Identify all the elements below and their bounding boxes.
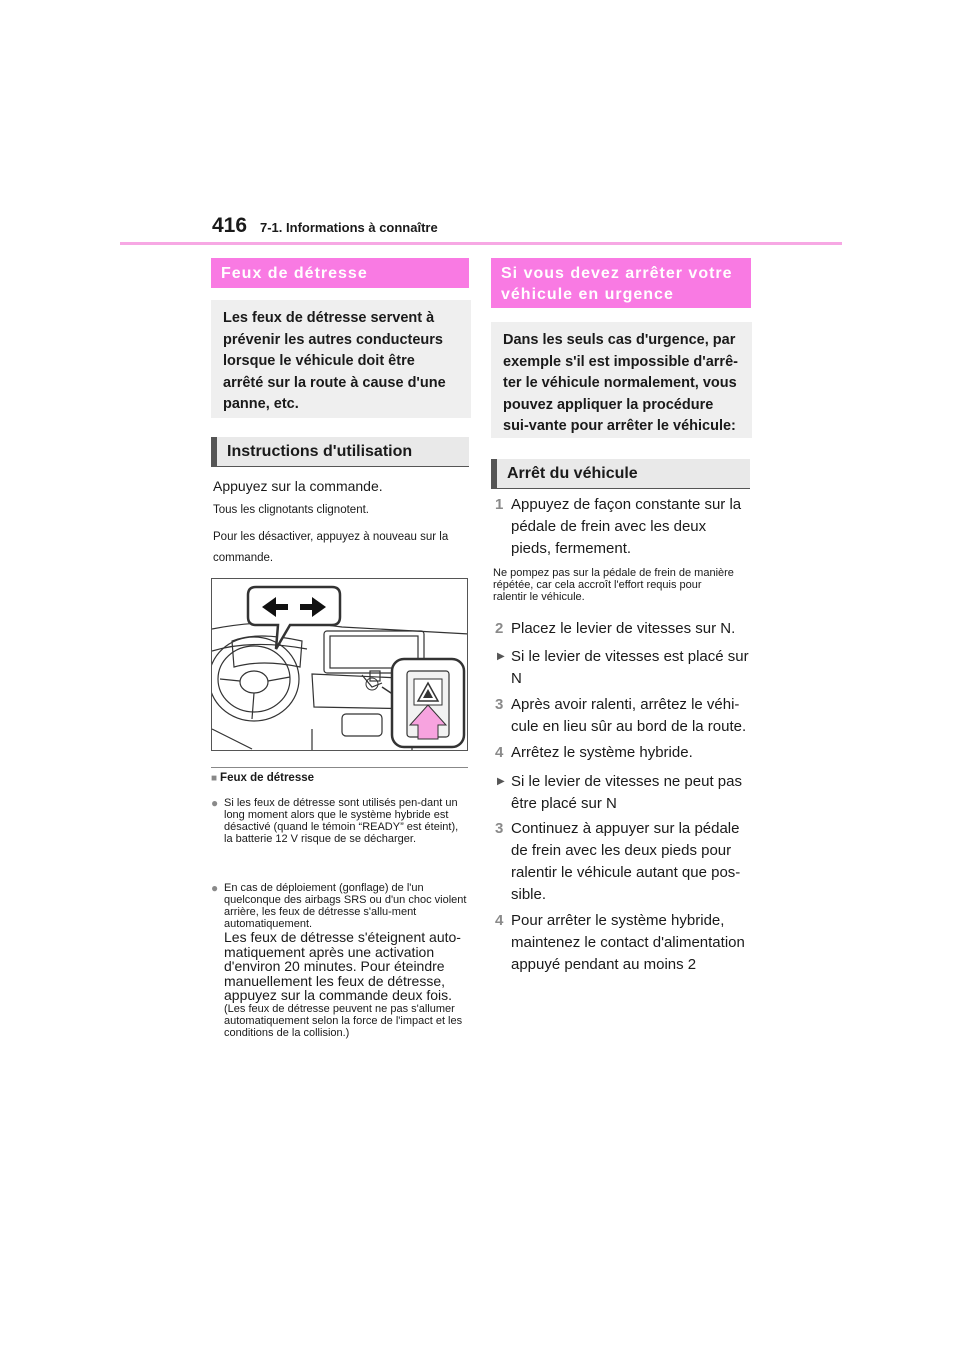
step-4b-text: Pour arrêter le système hybride, maintenez le contact d'alimentation appuyé pendant au moins 2 bbox=[511, 912, 745, 973]
condition-2-text: Si le levier de vitesses ne peut pas être placé sur N bbox=[511, 773, 742, 812]
note-1-text: Si les feux de détresse sont utilisés pen-dant un long moment alors que le système hybride est désactivé (quand le témoin “READY” est éteint), la batterie 12 V risque de se décharger. bbox=[224, 797, 459, 845]
emergency-stop-title-line-2: véhicule en urgence bbox=[501, 286, 674, 303]
triangle-bullet-icon: ▶ bbox=[497, 651, 505, 662]
condition-2 bbox=[497, 771, 750, 815]
step-4b bbox=[495, 910, 750, 976]
dashboard-illustration bbox=[212, 579, 468, 751]
emergency-intro-box: Dans les seuls cas d'urgence, par exemple s'il est impossible d'arrê-ter le véhicule normalement, vous pouvez appliquer la procédure sui-vante pour arrêter le véhicule: bbox=[491, 322, 752, 438]
step-4-text: Arrêtez le système hybride. bbox=[511, 744, 693, 761]
note-2-text: En cas de déploiement (gonflage) de l'un quelconque des airbags SRS ou d'un choc violent arrière, les feux de détresse s'allu-ment automatiquement. bbox=[224, 882, 467, 930]
hazard-lights-title: Feux de détresse bbox=[211, 258, 469, 288]
usage-instructions-heading: Instructions d'utilisation bbox=[211, 437, 469, 467]
condition-1-text: Si le levier de vitesses est placé sur N bbox=[511, 648, 749, 687]
notes-divider bbox=[211, 767, 468, 768]
hazard-switch-figure bbox=[211, 578, 468, 751]
square-bullet-icon: ■ bbox=[211, 773, 218, 784]
page-number: 416 bbox=[212, 214, 248, 237]
step-4-number: 4 bbox=[495, 744, 504, 761]
section-title: 7-1. Informations à connaître bbox=[260, 220, 438, 235]
step-1-number: 1 bbox=[495, 496, 504, 513]
step-4b-number: 4 bbox=[495, 912, 504, 929]
step-3b-text: Continuez à appuyer sur la pédale de frein avec les deux pieds pour ralentir le véhicule autant que pos-sible. bbox=[511, 820, 741, 903]
step-4 bbox=[495, 742, 750, 764]
hazard-intro-box: Les feux de détresse servent à prévenir les autres conducteurs lorsque le véhicule doit être arrêté sur la route à cause d'une panne, etc. bbox=[211, 300, 471, 418]
condition-1 bbox=[497, 646, 750, 690]
circle-bullet-icon: ● bbox=[211, 881, 219, 895]
step-2-number: 2 bbox=[495, 620, 504, 637]
turn-off-text: Pour les désactiver, appuyez à nouveau sur la commande. bbox=[213, 531, 449, 564]
note-item-2 bbox=[211, 882, 469, 1039]
circle-bullet-icon: ● bbox=[211, 796, 219, 810]
step-1-text: Appuyez de façon constante sur la pédale de frein avec les deux pieds, fermement. bbox=[511, 496, 742, 557]
emergency-stop-title-line-1: Si vous devez arrêter votre bbox=[501, 265, 733, 282]
all-turn-signals-text: Tous les clignotants clignotent. bbox=[213, 504, 369, 516]
step-3-text: Après avoir ralenti, arrêtez le véhi-cule en lieu sûr au bord de la route. bbox=[511, 696, 747, 735]
step-3b bbox=[495, 818, 750, 906]
note-2-small-text: (Les feux de détresse peuvent ne pas s'allumer automatiquement selon la force de l'impact et les conditions de la collision.) bbox=[224, 1002, 463, 1039]
note-2-content bbox=[224, 882, 469, 1039]
step-1 bbox=[495, 494, 750, 560]
press-switch-text: Appuyez sur la commande. bbox=[213, 478, 383, 494]
note-item-1 bbox=[211, 797, 469, 845]
step-3 bbox=[495, 694, 750, 738]
notes-heading-text: Feux de détresse bbox=[220, 772, 315, 784]
vehicle-stop-heading: Arrêt du véhicule bbox=[491, 459, 750, 489]
step-2-text: Placez le levier de vitesses sur N. bbox=[511, 620, 736, 637]
step-2 bbox=[495, 618, 750, 640]
emergency-stop-title bbox=[491, 258, 751, 308]
step-3-number: 3 bbox=[495, 696, 504, 713]
step-1-note: Ne pompez pas sur la pédale de frein de manière répétée, car cela accroît l'effort requis pour ralentir le véhicule. bbox=[493, 567, 734, 603]
header-divider bbox=[120, 242, 842, 245]
notes-heading bbox=[211, 772, 473, 784]
note-2-large-text: Les feux de détresse s'éteignent auto-matiquement après une activation d'environ 20 minutes. Pour éteindre manuellement les feux de détresse, appuyez sur la commande deux fois. bbox=[224, 929, 461, 1003]
triangle-bullet-icon: ▶ bbox=[497, 776, 505, 787]
step-3b-number: 3 bbox=[495, 820, 504, 837]
